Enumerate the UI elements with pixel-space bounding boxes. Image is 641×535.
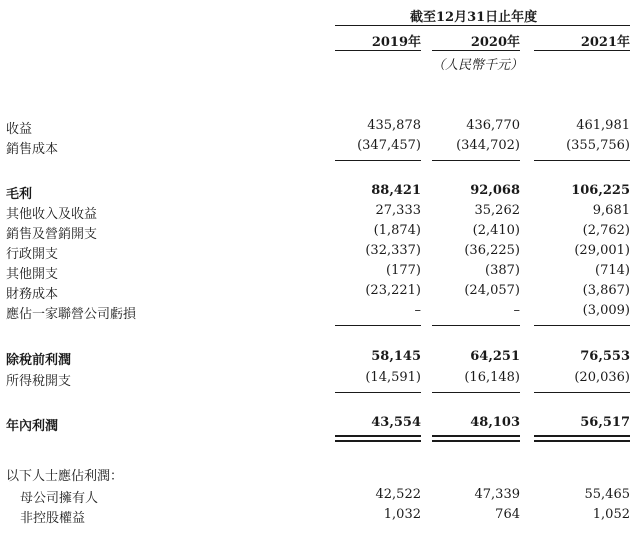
profit-for-year-2021: 56,517 (580, 415, 630, 430)
gross-profit-2020: 92,068 (470, 183, 520, 198)
finance-costs-2020: (24,057) (464, 283, 520, 298)
row-label-income-tax: 所得稅開支 (6, 374, 72, 389)
revenue-2020: 436,770 (466, 118, 520, 133)
subtotal-rule-2021 (534, 160, 630, 161)
other-expenses-2021: (714) (595, 263, 630, 278)
profit-for-year-2019: 43,554 (371, 415, 421, 430)
year-2021-header: 2021年 (580, 35, 630, 50)
period-underline (335, 25, 630, 26)
pretax-rule-2019 (335, 325, 421, 326)
row-label-non-controlling-interests: 非控股權益 (20, 511, 86, 526)
non-controlling-interests-2021: 1,052 (592, 507, 630, 522)
share-of-associate-loss-2019: – (414, 303, 421, 318)
selling-expenses-2021: (2,762) (582, 223, 630, 238)
profit-before-tax-2020: 64,251 (470, 349, 520, 364)
other-expenses-2019: (177) (386, 263, 421, 278)
row-label-other-expenses: 其他開支 (6, 267, 59, 282)
owners-of-parent-2021: 55,465 (584, 487, 630, 502)
cost-of-sales-2019: (347,457) (357, 138, 421, 153)
income-tax-2021: (20,036) (574, 370, 630, 385)
owners-of-parent-2020: 47,339 (474, 487, 520, 502)
non-controlling-interests-2020: 764 (495, 507, 520, 522)
year-2021-underline (534, 50, 630, 51)
selling-expenses-2020: (2,410) (472, 223, 520, 238)
currency-note: （人民幣千元） (432, 58, 524, 73)
admin-expenses-2019: (32,337) (365, 243, 421, 258)
other-income-2021: 9,681 (592, 203, 630, 218)
share-of-associate-loss-2021: (3,009) (582, 303, 630, 318)
row-label-cost-of-sales: 銷售成本 (6, 142, 59, 157)
gross-profit-2021: 106,225 (571, 183, 630, 198)
finance-costs-2019: (23,221) (365, 283, 421, 298)
row-label-attributable-to: 以下人士應佔利潤： (6, 469, 124, 484)
year-2019-underline (335, 50, 421, 51)
double-rule-bottom-2021 (534, 440, 630, 442)
revenue-2019: 435,878 (367, 118, 421, 133)
period-header: 截至12月31日止年度 (410, 10, 538, 25)
income-tax-2020: (16,148) (464, 370, 520, 385)
finance-costs-2021: (3,867) (582, 283, 630, 298)
row-label-profit-for-year: 年內利潤 (6, 419, 59, 434)
double-rule-bottom-2019 (335, 440, 421, 442)
subtotal-rule-2020 (432, 160, 520, 161)
selling-expenses-2019: (1,874) (373, 223, 421, 238)
double-rule-top-2019 (335, 435, 421, 437)
profit-rule-2021 (534, 392, 630, 393)
other-expenses-2020: (387) (485, 263, 520, 278)
revenue-2021: 461,981 (576, 118, 630, 133)
profit-rule-2020 (432, 392, 520, 393)
row-label-admin-expenses: 行政開支 (6, 247, 59, 262)
year-2020-underline (432, 50, 520, 51)
double-rule-top-2020 (432, 435, 520, 437)
income-tax-2019: (14,591) (365, 370, 421, 385)
row-label-revenue: 收益 (6, 122, 33, 137)
row-label-finance-costs: 財務成本 (6, 287, 59, 302)
owners-of-parent-2019: 42,522 (375, 487, 421, 502)
double-rule-top-2021 (534, 435, 630, 437)
profit-before-tax-2019: 58,145 (371, 349, 421, 364)
other-income-2020: 35,262 (474, 203, 520, 218)
row-label-owners-of-parent: 母公司擁有人 (20, 491, 99, 506)
pretax-rule-2021 (534, 325, 630, 326)
profit-before-tax-2021: 76,553 (580, 349, 630, 364)
other-income-2019: 27,333 (375, 203, 421, 218)
profit-for-year-2020: 48,103 (470, 415, 520, 430)
row-label-gross-profit: 毛利 (6, 187, 33, 202)
row-label-profit-before-tax: 除稅前利潤 (6, 353, 72, 368)
year-2020-header: 2020年 (470, 35, 520, 50)
admin-expenses-2020: (36,225) (464, 243, 520, 258)
cost-of-sales-2021: (355,756) (566, 138, 630, 153)
row-label-other-income: 其他收入及收益 (6, 207, 98, 222)
double-rule-bottom-2020 (432, 440, 520, 442)
subtotal-rule-2019 (335, 160, 421, 161)
gross-profit-2019: 88,421 (371, 183, 421, 198)
admin-expenses-2021: (29,001) (574, 243, 630, 258)
non-controlling-interests-2019: 1,032 (383, 507, 421, 522)
pretax-rule-2020 (432, 325, 520, 326)
cost-of-sales-2020: (344,702) (456, 138, 520, 153)
profit-rule-2019 (335, 392, 421, 393)
row-label-selling-expenses: 銷售及營銷開支 (6, 227, 98, 242)
year-2019-header: 2019年 (371, 35, 421, 50)
row-label-share-of-associate-loss: 應佔一家聯營公司虧損 (6, 307, 137, 322)
share-of-associate-loss-2020: – (513, 303, 520, 318)
